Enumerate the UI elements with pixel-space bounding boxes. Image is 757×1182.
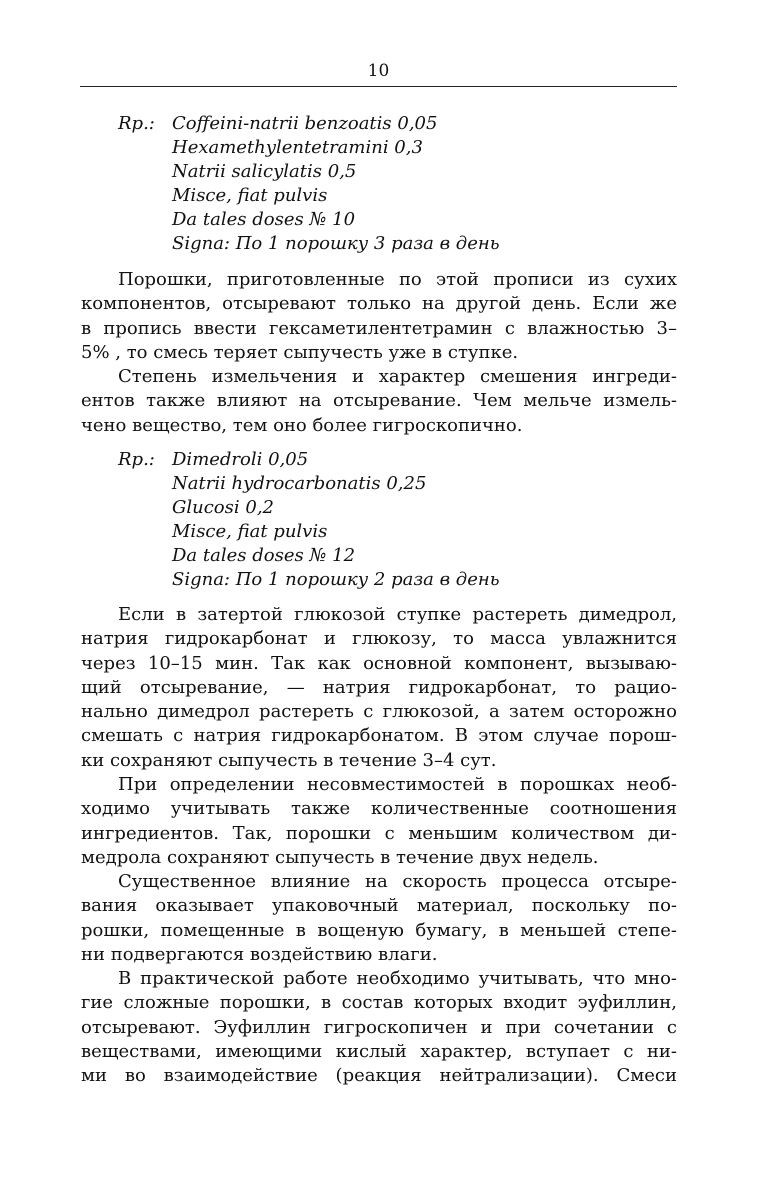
text-line: через 10–15 мин. Так как основной компонент, вызываю-: [81, 652, 677, 674]
text-line: В практической работе необходимо учитывать, что мно-: [118, 968, 677, 989]
recipe-line: Misce, fiat pulvis: [172, 521, 328, 542]
recipe-line: Signa: По 1 порошку 3 раза в день: [172, 233, 500, 254]
text-line: гие сложные порошки, в состав которых входит эуфиллин,: [81, 992, 677, 1014]
recipe-2-rp-label: Rp.:: [118, 449, 155, 470]
header-rule: [80, 86, 677, 87]
recipe-line: Natrii salicylatis 0,5: [172, 161, 357, 182]
paragraph-1: [81, 268, 677, 365]
recipe-line: Da tales doses № 12: [172, 545, 356, 566]
text-line: ки сохраняют сыпучесть в течение 3–4 сут.: [81, 749, 497, 771]
recipe-line: Glucosi 0,2: [172, 497, 274, 518]
recipe-1-rp-label: Rp.:: [118, 113, 155, 134]
recipe-line: Da tales doses № 10: [172, 209, 356, 230]
recipe-line: Signa: По 1 порошку 2 раза в день: [172, 569, 500, 590]
text-line: вания оказывает упаковочный материал, поскольку по-: [81, 895, 677, 917]
recipe-2: [118, 448, 678, 594]
recipe-1-lines: [172, 112, 672, 256]
text-line: нально димедрол растереть с глюкозой, а затем осторожно: [81, 701, 677, 723]
text-line: в пропись ввести гексаметилентетрамин с влажностью 3–: [81, 317, 677, 339]
recipe-line: Coffeini-natrii benzoatis 0,05: [172, 113, 438, 134]
paragraph-4: [81, 773, 677, 870]
recipe-line: Misce, fiat pulvis: [172, 185, 328, 206]
text-line: ентов также влияют на отсыревание. Чем мельче измель-: [81, 390, 677, 412]
text-line: ми во взаимодействие (реакция нейтрализации). Смеси: [81, 1065, 677, 1087]
text-line: При определении несовместимостей в порошках необ-: [118, 774, 677, 795]
text-line: ходимо учитывать также количественные соотношения: [81, 798, 677, 820]
paragraph-2: [81, 365, 677, 438]
text-line: Существенное влияние на скорость процесса отсыре-: [118, 871, 677, 892]
text-line: медрола сохраняют сыпучесть в течение двух недель.: [81, 846, 599, 868]
page-number: 10: [367, 61, 390, 81]
recipe-line: Hexamethylentetramini 0,3: [172, 137, 423, 158]
text-line: 5% , то смесь теряет сыпучесть уже в ступке.: [81, 341, 519, 363]
recipe-1: [118, 112, 678, 258]
text-line: Степень измельчения и характер смешения ингреди-: [118, 366, 677, 387]
text-line: натрия гидрокарбонат и глюкозу, то масса увлажнится: [81, 628, 677, 650]
text-line: ингредиентов. Так, порошки с меньшим количеством ди-: [81, 822, 677, 844]
text-line: компонентов, отсыревают только на другой день. Если же: [81, 293, 677, 315]
text-line: ни подвергаются воздействию влаги.: [81, 943, 438, 965]
recipe-line: Natrii hydrocarbonatis 0,25: [172, 473, 427, 494]
text-line: щий отсыревание, — натрия гидрокарбонат, то рацио-: [81, 676, 677, 698]
paragraph-5: [81, 870, 677, 967]
text-line: рошки, помещенные в вощеную бумагу, в меньшей степе-: [81, 919, 677, 941]
text-line: отсыревают. Эуфиллин гигроскопичен и при сочетании с: [81, 1016, 677, 1038]
recipe-line: Dimedroli 0,05: [172, 449, 309, 470]
paragraph-6: [81, 967, 677, 1088]
text-line: смешать с натрия гидрокарбонатом. В этом случае порош-: [81, 725, 677, 747]
text-line: Порошки, приготовленные по этой прописи из сухих: [118, 269, 677, 290]
text-line: чено вещество, тем оно более гигроскопично.: [81, 414, 523, 436]
text-line: веществами, имеющими кислый характер, вступает с ни-: [81, 1040, 677, 1062]
paragraph-3: [81, 603, 677, 773]
recipe-2-lines: [172, 448, 672, 592]
text-line: Если в затертой глюкозой ступке растереть димедрол,: [118, 604, 677, 625]
